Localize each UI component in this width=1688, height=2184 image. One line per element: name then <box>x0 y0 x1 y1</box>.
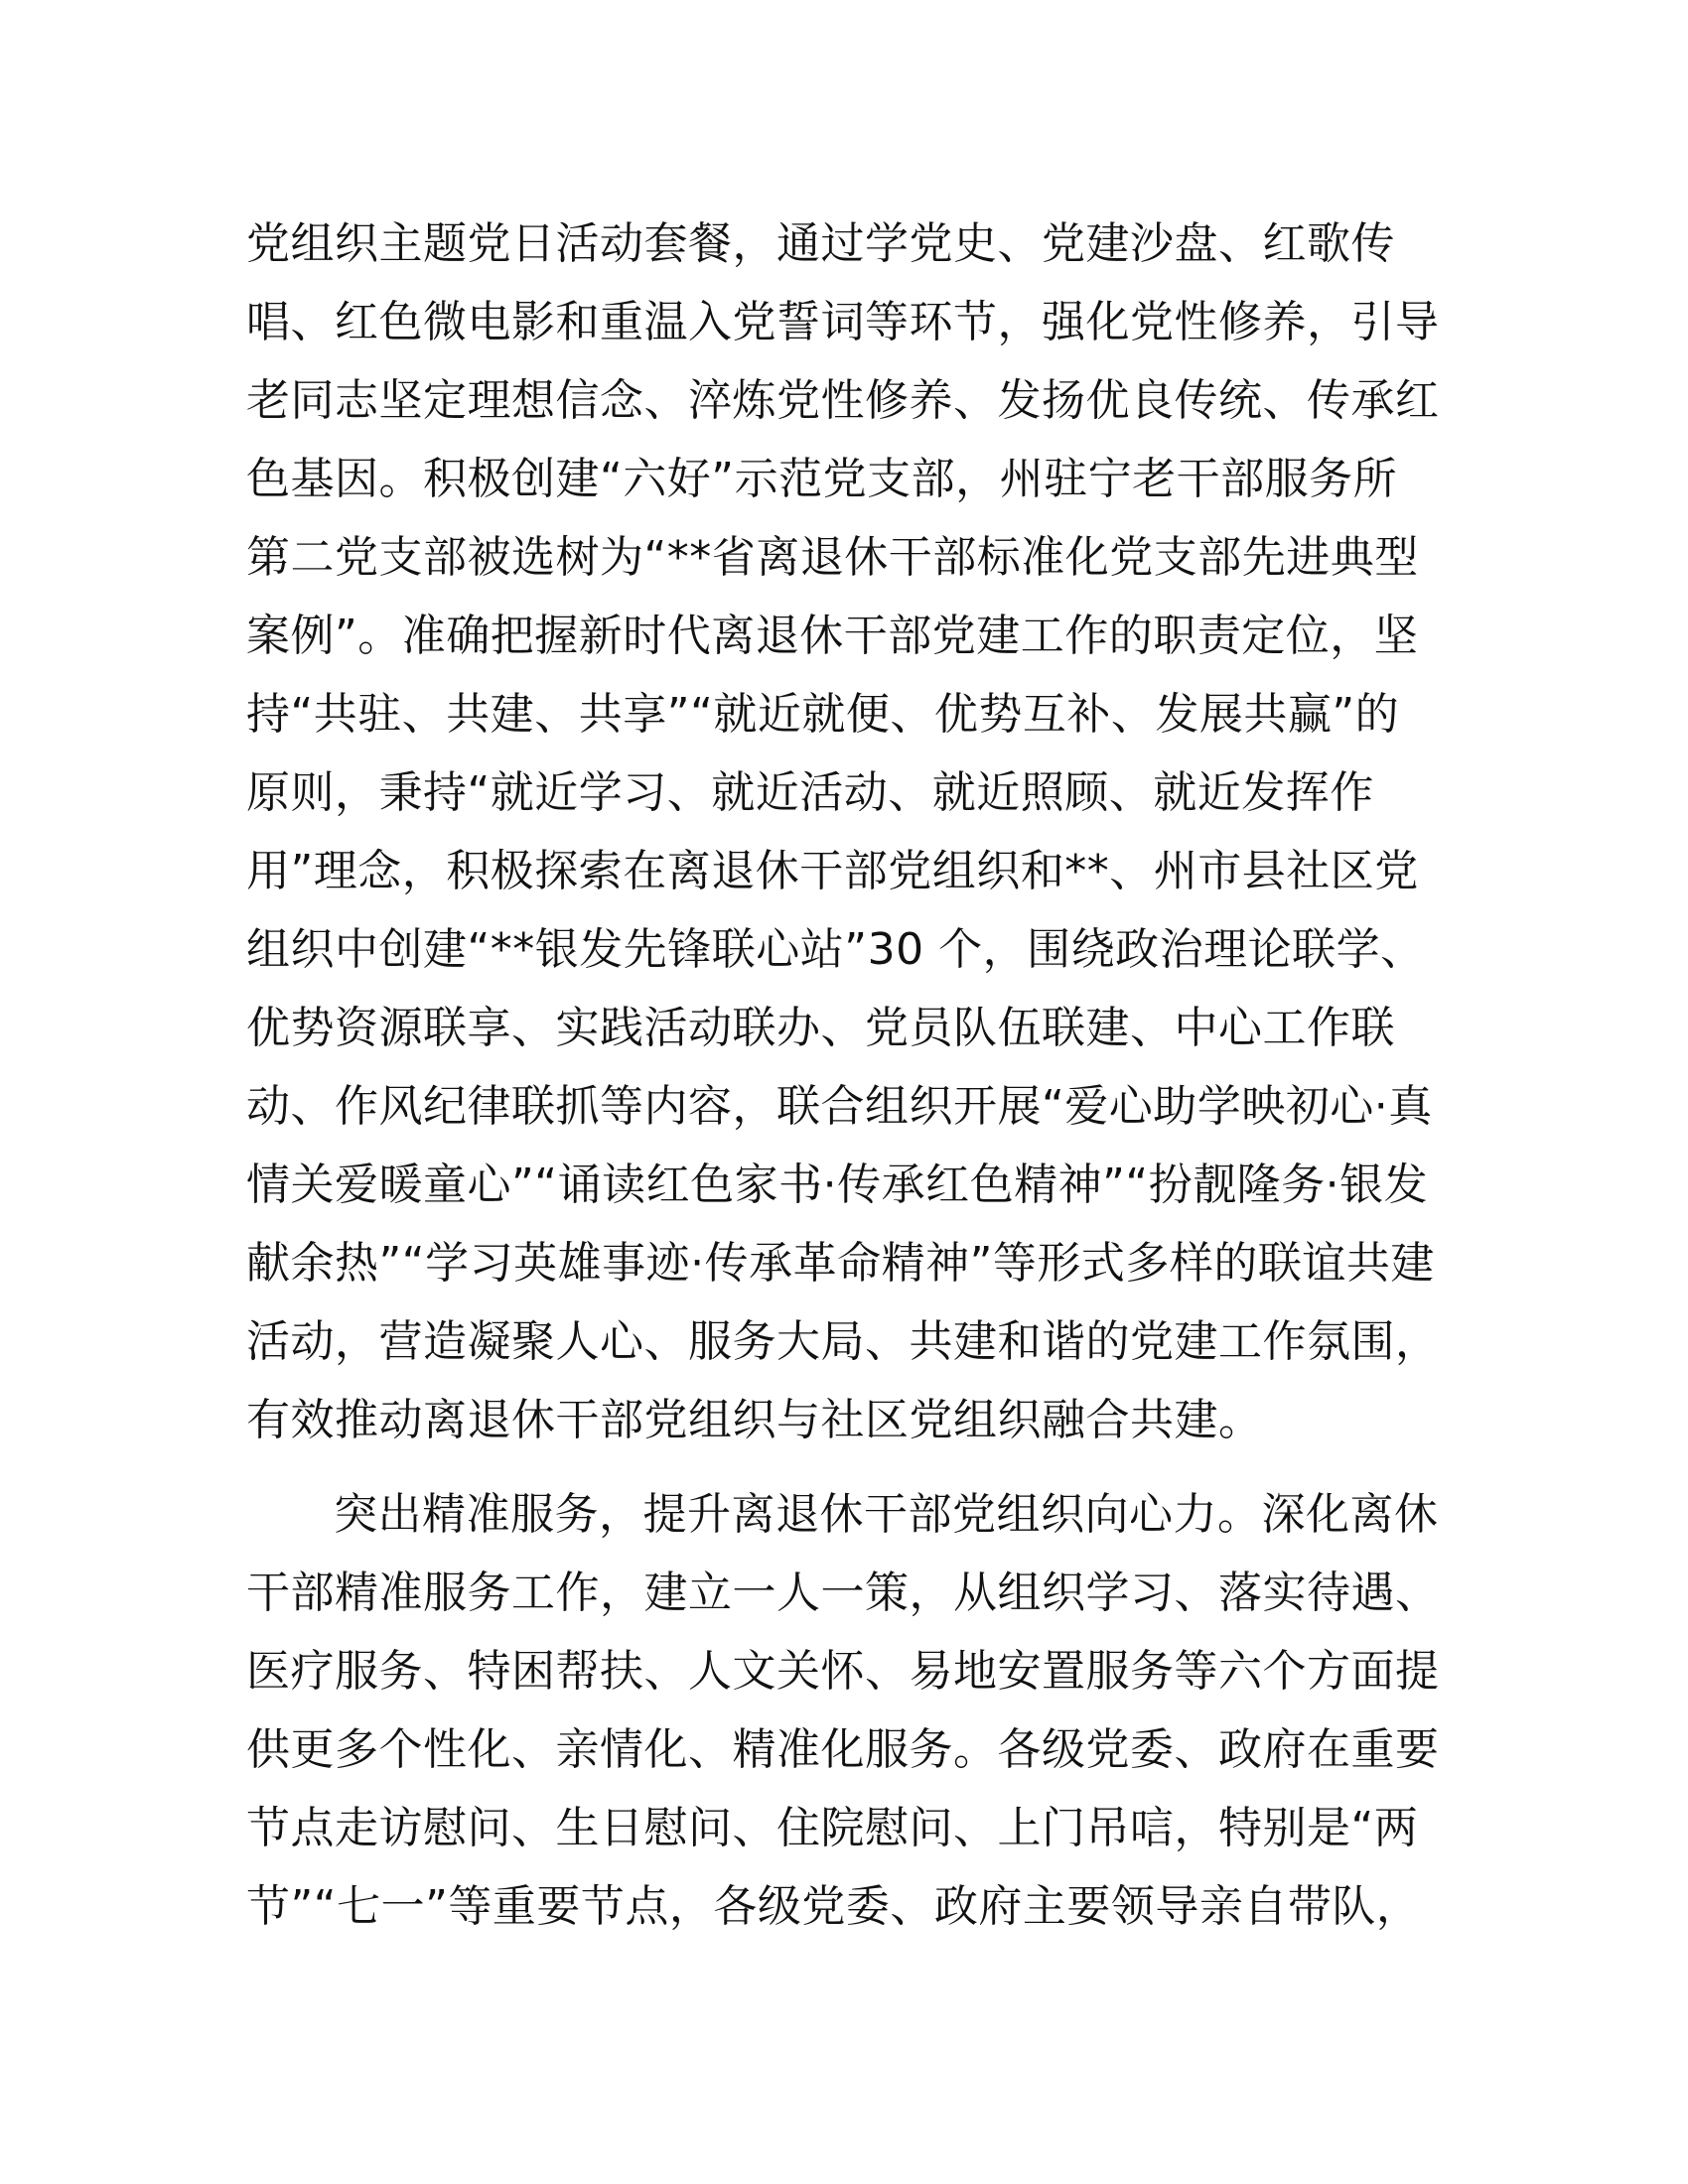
paragraph-spacer <box>246 1459 1438 1475</box>
paragraph-line: 持“共驻、共建、共享”“就近就便、优势互补、发展共赢”的 <box>246 689 1400 740</box>
paragraph-line: 动、作风纪律联抓等内容，联合组织开展“爱心助学映初心·真 <box>246 1081 1433 1132</box>
paragraph-line: 医疗服务、特困帮扶、人文关怀、易地安置服务等六个方面提 <box>246 1646 1440 1697</box>
paragraph-line: 第二党支部被选树为“**省离退休干部标准化党支部先进典型 <box>246 532 1419 583</box>
paragraph-line: 干部精准服务工作，建立一人一策，从组织学习、落实待遇、 <box>246 1568 1440 1618</box>
paragraph-1 <box>246 205 1438 1459</box>
paragraph-line: 有效推动离退休干部党组织与社区党组织融合共建。 <box>246 1395 1263 1445</box>
paragraph-line: 活动，营造凝聚人心、服务大局、共建和谐的党建工作氛围， <box>246 1316 1440 1367</box>
paragraph-line: 案例”。准确把握新时代离退休干部党建工作的职责定位，坚 <box>246 611 1419 661</box>
document-body <box>246 205 1438 1946</box>
paragraph-line: 党组织主题党日活动套餐，通过学党史、党建沙盘、红歌传 <box>246 218 1395 269</box>
paragraph-line: 供更多个性化、亲情化、精准化服务。各级党委、政府在重要 <box>246 1724 1440 1775</box>
paragraph-line: 唱、红色微电影和重温入党誓词等环节，强化党性修养，引导 <box>246 297 1440 347</box>
paragraph-line: 原则，秉持“就近学习、就近活动、就近照顾、就近发挥作 <box>246 767 1374 818</box>
paragraph-line: 色基因。积极创建“六好”示范党支部，州驻宁老干部服务所 <box>246 454 1398 504</box>
paragraph-line: 情关爱暖童心”“诵读红色家书·传承红色精神”“扮靓隆务·银发 <box>246 1160 1429 1210</box>
paragraph-line: 节点走访慰问、生日慰问、住院慰问、上门吊唁，特别是“两 <box>246 1803 1419 1853</box>
paragraph-line: 用”理念，积极探索在离退休干部党组织和**、州市县社区党 <box>246 846 1419 896</box>
paragraph-line: 组织中创建“**银发先锋联心站”30 个，围绕政治理论联学、 <box>246 924 1425 975</box>
paragraph-line: 突出精准服务，提升离退休干部党组织向心力。深化离休 <box>334 1489 1439 1540</box>
paragraph-line: 老同志坚定理想信念、淬炼党性修养、发扬优良传统、传承红 <box>246 375 1440 426</box>
paragraph-2 <box>246 1475 1438 1946</box>
paragraph-line: 优势资源联享、实践活动联办、党员队伍联建、中心工作联 <box>246 1003 1395 1053</box>
paragraph-line: 献余热”“学习英雄事迹·传承革命精神”等形式多样的联谊共建 <box>246 1238 1435 1289</box>
paragraph-line: 节”“七一”等重要节点，各级党委、政府主要领导亲自带队， <box>246 1881 1421 1932</box>
